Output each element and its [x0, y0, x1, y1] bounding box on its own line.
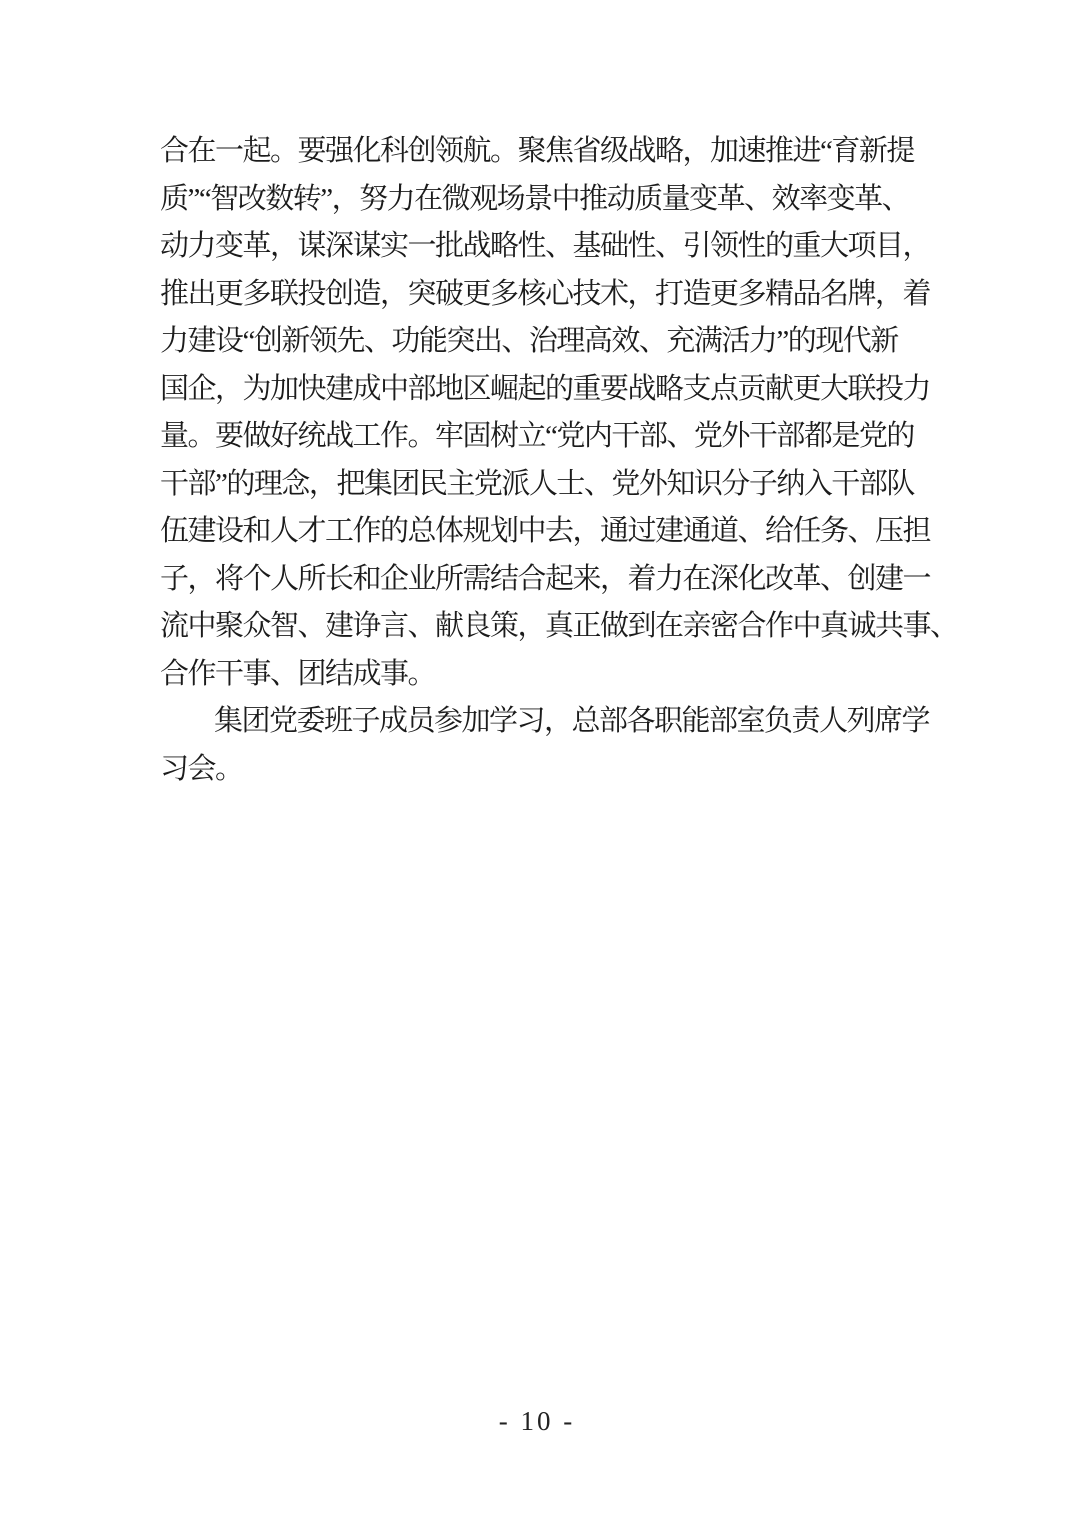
- text-line: 伍建设和人才工作的总体规划中去，通过建通道、给任务、压担: [160, 515, 931, 547]
- paragraph-closing: [160, 698, 950, 793]
- paragraph-continuation: [160, 128, 958, 698]
- text-line: 干部”的理念，把集团民主党派人士、党外知识分子纳入干部队: [160, 467, 914, 500]
- text-line: 力建设“创新领先、功能突出、治理高效、充满活力”的现代新: [160, 325, 898, 357]
- text-line: 推出更多联投创造，突破更多核心技术，打造更多精品名牌，着: [160, 277, 931, 310]
- text-line: 量。要做好统战工作。牢固树立“党内干部、党外干部都是党的: [160, 420, 914, 452]
- text-line: 国企，为加快建成中部地区崛起的重要战略支点贡献更大联投力: [160, 372, 931, 405]
- text-line: 习会。: [160, 752, 243, 785]
- text-line: 流中聚众智、建诤言、献良策，真正做到在亲密合作中真诚共事、: [160, 610, 958, 642]
- document-body: [160, 128, 958, 793]
- text-line: 动力变革，谋深谋实一批战略性、基础性、引领性的重大项目，: [160, 230, 931, 262]
- text-line: 合作干事、团结成事。: [160, 657, 436, 690]
- text-line: 子，将个人所长和企业所需结合起来，着力在深化改革、创建一: [160, 562, 931, 595]
- text-line: 质”“智改数转”，努力在微观场景中推动质量变革、效率变革、: [160, 182, 910, 215]
- text-line: 合在一起。要强化科创领航。聚焦省级战略，加速推进“育新提: [160, 135, 914, 167]
- text-line: 集团党委班子成员参加学习，总部各职能部室负责人列席学: [214, 705, 930, 737]
- page-number: - 10 -: [498, 1406, 576, 1436]
